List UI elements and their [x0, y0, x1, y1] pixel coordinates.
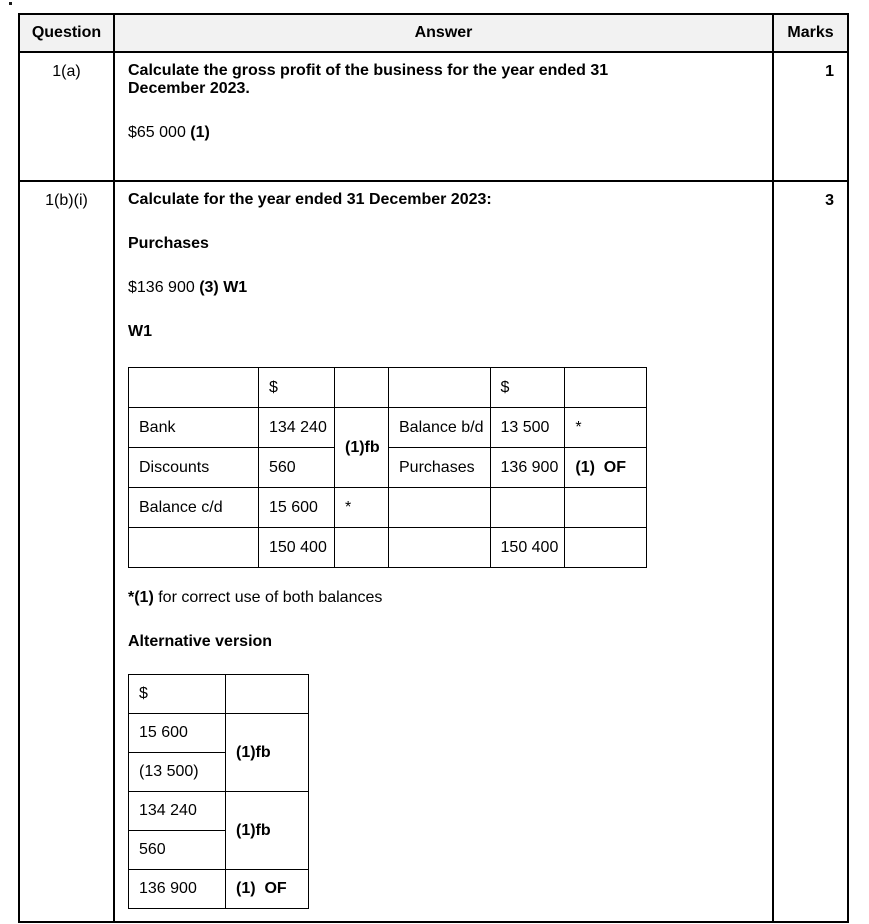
w1-debit-total-label-blank: [129, 528, 259, 568]
alt-mark-blank-1: [226, 675, 309, 714]
answer-cell-1a: [114, 52, 773, 181]
prompt-text-1a: Calculate the gross profit of the business for the year ended 31 December 2023.: [128, 62, 609, 97]
marks-column-header: Marks: [773, 14, 848, 52]
w1-credit-label-balance-bd: Balance b/d: [389, 408, 491, 448]
row-question-1a: [19, 52, 848, 181]
w1-credit-label-purchases: Purchases: [389, 448, 491, 488]
w1-credit-total-label-blank: [389, 528, 491, 568]
w1-credit-mark-asterisk: *: [565, 408, 647, 448]
w1-ledger-table: [128, 367, 647, 568]
alt-amount-560: 560: [129, 831, 226, 870]
footnote-text: for correct use of both balances: [158, 589, 383, 606]
working-label-w1: W1: [128, 323, 152, 340]
w1-credit-amount-blank-2: [490, 488, 565, 528]
subheading-purchases: Purchases: [128, 235, 209, 252]
w1-credit-label-blank: [389, 368, 491, 408]
answer-line-1a: [128, 124, 758, 142]
w1-debit-mark-fb: (1)fb: [335, 408, 389, 488]
alt-amount-136900: 136 900: [129, 870, 226, 909]
alt-row-3: [129, 792, 309, 831]
footnote-mark: *(1): [128, 589, 154, 606]
w1-debit-label-blank: [129, 368, 259, 408]
alternative-version-heading: Alternative version: [128, 633, 273, 650]
alt-row-currency: [129, 675, 309, 714]
footnote-balances: [128, 589, 758, 607]
w1-credit-mark-of: (1) OF: [565, 448, 647, 488]
alt-mark-fb-1: (1)fb: [226, 714, 309, 792]
alt-amount-13500: (13 500): [129, 753, 226, 792]
answer-cell-1bi: [114, 181, 773, 922]
w1-row-1: [129, 408, 647, 448]
marks-value-1bi: 3: [773, 181, 848, 922]
row-question-1bi: [19, 181, 848, 922]
w1-credit-total: 150 400: [490, 528, 565, 568]
question-number-1bi: 1(b)(i): [19, 181, 114, 922]
question-number-1a: 1(a): [19, 52, 114, 181]
alt-currency-header: $: [129, 675, 226, 714]
working-reference-1bi: W1: [223, 279, 248, 296]
w1-row-totals: [129, 528, 647, 568]
marks-value-1a: 1: [773, 52, 848, 181]
w1-debit-mark-blank: [335, 368, 389, 408]
alt-amount-134240: 134 240: [129, 792, 226, 831]
w1-debit-label-balance-cd: Balance c/d: [129, 488, 259, 528]
w1-debit-amount-discounts: 560: [259, 448, 335, 488]
mark-annotation-1bi: (3): [199, 279, 219, 296]
w1-row-2: [129, 448, 647, 488]
answer-value-1bi: $136 900: [128, 279, 195, 296]
w1-debit-amount-bank: 134 240: [259, 408, 335, 448]
alternative-working-table: [128, 674, 309, 909]
alt-mark-of: (1) OF: [226, 870, 309, 909]
w1-credit-currency: $: [490, 368, 565, 408]
answer-value-1a: $65 000: [128, 124, 186, 141]
w1-debit-total-mark-blank: [335, 528, 389, 568]
header-row: [19, 14, 848, 52]
w1-debit-currency: $: [259, 368, 335, 408]
w1-credit-amount-balance-bd: 13 500: [490, 408, 565, 448]
w1-row-3: [129, 488, 647, 528]
mark-annotation-1a: (1): [190, 124, 210, 141]
prompt-text-1bi: Calculate for the year ended 31 December 2023:: [128, 191, 492, 208]
w1-credit-amount-purchases: 136 900: [490, 448, 565, 488]
alt-row-5: [129, 870, 309, 909]
question-column-header: Question: [19, 14, 114, 52]
w1-debit-label-discounts: Discounts: [129, 448, 259, 488]
alt-row-1: [129, 714, 309, 753]
w1-credit-total-mark-blank: [565, 528, 647, 568]
mark-scheme-table: [18, 13, 849, 923]
answer-column-header: Answer: [114, 14, 773, 52]
alt-mark-fb-2: (1)fb: [226, 792, 309, 870]
w1-debit-label-bank: Bank: [129, 408, 259, 448]
w1-credit-mark-blank: [565, 368, 647, 408]
w1-credit-label-blank-2: [389, 488, 491, 528]
w1-row-currency: [129, 368, 647, 408]
stray-dot: [9, 2, 12, 5]
alt-amount-15600: 15 600: [129, 714, 226, 753]
w1-credit-mark-blank-2: [565, 488, 647, 528]
w1-debit-total: 150 400: [259, 528, 335, 568]
w1-debit-mark-asterisk: *: [335, 488, 389, 528]
w1-debit-amount-balance-cd: 15 600: [259, 488, 335, 528]
answer-line-1bi: [128, 279, 758, 297]
